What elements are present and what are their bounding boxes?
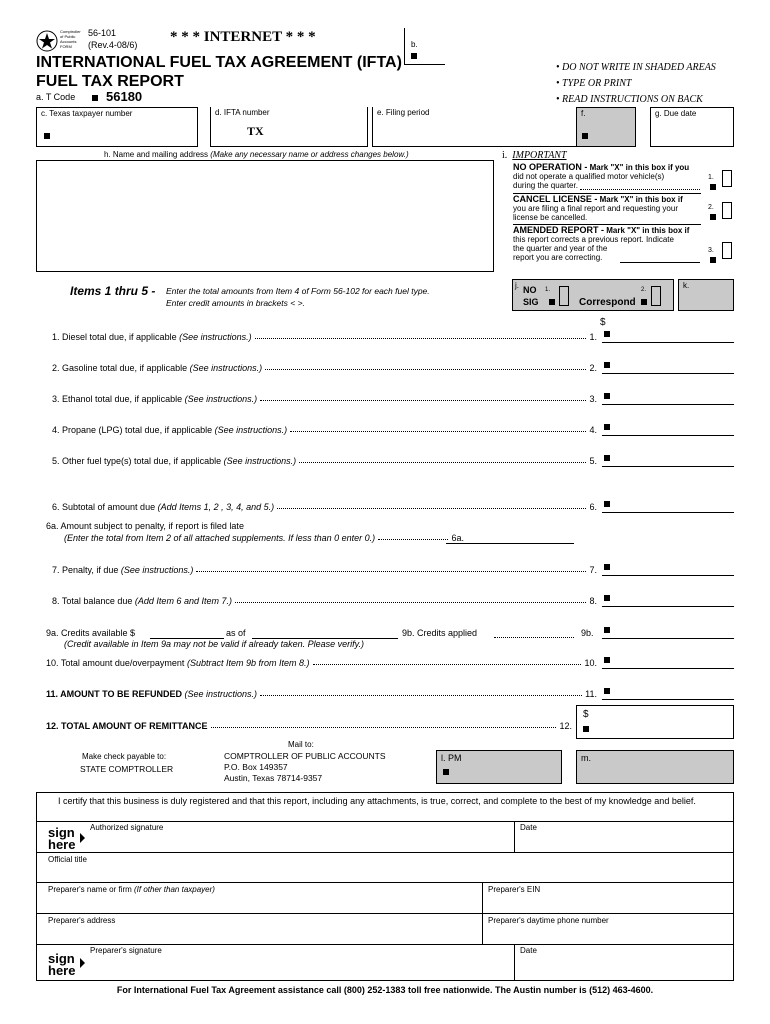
item-label-8: 8. Total balance due (52, 596, 133, 606)
item-input-10[interactable] (602, 668, 734, 669)
item-note-6a: (Enter the total from Item 2 of all attached supplements. If less than 0 enter 0.) (64, 533, 376, 543)
item-note-5: (See instructions.) (223, 456, 297, 466)
sign-here-2: sign here (48, 951, 76, 978)
item-note-8: (Add Item 6 and Item 7.) (134, 596, 232, 606)
item-row-1 (52, 332, 597, 342)
item-row-10 (46, 658, 597, 668)
payable-label: Make check payable to: (82, 752, 167, 761)
cancel-license-block: CANCEL LICENSE - Mark "X" in this box if you are filing a final report and requesting your license be cancelled. (513, 194, 683, 222)
t-code-label: a. T Code (36, 92, 76, 102)
sign-date-label-1: Date (520, 823, 537, 832)
box-b (404, 28, 445, 65)
item-input-8[interactable] (602, 606, 734, 607)
notice-instructions: • READ INSTRUCTIONS ON BACK (556, 94, 703, 105)
cancel-license-checkbox[interactable] (722, 202, 732, 219)
item-marker-10 (604, 657, 610, 663)
internet-banner: * * * INTERNET * * * (170, 29, 316, 45)
agency-seal (36, 30, 58, 52)
box-b-label: b. (411, 40, 418, 49)
correspond-checkbox[interactable] (651, 286, 661, 306)
item-input-7[interactable] (602, 575, 734, 576)
item-input-5[interactable] (602, 466, 734, 467)
item-num-1: 1. (589, 332, 597, 342)
preparer-address-label: Preparer's address (48, 916, 116, 925)
preparer-name-label: Preparer's name or firm (If other than taxpayer) (48, 885, 215, 894)
form-subtitle: FUEL TAX REPORT (36, 73, 184, 90)
sign-arrow-2-icon (80, 958, 85, 968)
item-marker-7 (604, 564, 610, 570)
item-note-10: (Subtract Item 9b from Item 8.) (186, 658, 310, 668)
item-row-5 (52, 456, 597, 466)
cancel-license-marker (710, 214, 716, 220)
item-input-9b[interactable] (602, 638, 734, 639)
sign-arrow-1-icon (80, 833, 85, 843)
important-heading: i. IMPORTANT (502, 150, 567, 161)
item-note-3: (See instructions.) (184, 394, 258, 404)
item-num-10: 10. (584, 658, 597, 668)
address-label: h. Name and mailing address (Make any necessary name or address changes below.) (104, 150, 409, 159)
cancel-license-num: 2. (708, 204, 714, 211)
items-instruction-1: Enter the total amounts from Item 4 of Form 56-102 for each fuel type. (166, 286, 430, 296)
mail-to-label: Mail to: (288, 740, 314, 749)
item-label-9a: 9a. Credits available $ (46, 628, 136, 638)
official-title-rule (36, 852, 734, 853)
notice-type: • TYPE OR PRINT (556, 78, 632, 89)
sign-here-1: sign here (48, 825, 76, 852)
preparer-phone-field[interactable] (486, 925, 730, 941)
box-l-marker (443, 769, 449, 775)
item-row-6 (52, 502, 597, 512)
item-row-8 (52, 596, 597, 606)
box-k-label: k. (683, 281, 690, 290)
star-seal-icon (36, 30, 58, 52)
form-revision: (Rev.4-08/6) (88, 40, 138, 50)
t-code-value: 56180 (106, 89, 143, 104)
item-label-5: 5. Other fuel type(s) total due, if applicable (52, 456, 222, 466)
sign-date-label-2: Date (520, 946, 537, 955)
item-marker-11 (604, 688, 610, 694)
item-row-11 (46, 689, 597, 699)
remittance-marker (583, 726, 589, 732)
item-label-9b: 9b. Credits applied (402, 628, 478, 638)
box-f (576, 107, 636, 147)
item-as-of: as of (226, 628, 246, 638)
remittance-dollar-sign: $ (583, 709, 589, 720)
item-num-4: 4. (589, 425, 597, 435)
item-input-3[interactable] (602, 404, 734, 405)
box-k (678, 279, 734, 311)
amended-report-checkbox[interactable] (722, 242, 732, 259)
item-marker-8 (604, 595, 610, 601)
filing-period-field[interactable] (372, 107, 576, 147)
item-note-1: (See instructions.) (179, 332, 252, 342)
form-number: 56-101 (88, 28, 117, 38)
item-row-6a (64, 533, 464, 543)
ifta-number-field[interactable] (210, 107, 368, 147)
amended-quarter-field[interactable] (620, 262, 700, 263)
box-l-label: l. PM (441, 753, 462, 763)
item-label-10: 10. Total amount due/overpayment (46, 658, 185, 668)
no-sig-checkbox[interactable] (559, 286, 569, 306)
items-instruction-2: Enter credit amounts in brackets < >. (166, 298, 305, 308)
amended-report-marker (710, 257, 716, 263)
item-label-11: 11. AMOUNT TO BE REFUNDED (46, 689, 183, 699)
box-l-pm (436, 750, 562, 784)
item-input-1[interactable] (602, 342, 734, 343)
item-num-11: 11. (585, 689, 597, 699)
item-note-6: (Add Items 1, 2 , 3, 4, and 5.) (157, 502, 275, 512)
item-label-7: 7. Penalty, if due (52, 565, 119, 575)
item-label-6a: 6a. Amount subject to penalty, if report is filed late (46, 521, 244, 531)
preparer-ein-label: Preparer's EIN (488, 885, 541, 894)
sign-date-field-2[interactable] (516, 955, 734, 979)
mail-address-3: Austin, Texas 78714-9357 (224, 773, 323, 783)
preparer-ein-field[interactable] (486, 894, 730, 910)
notice-shaded: • DO NOT WRITE IN SHADED AREAS (556, 62, 716, 73)
item-marker-9b (604, 627, 610, 633)
box-j-label: j. (515, 281, 519, 290)
authorized-signature-field[interactable] (88, 822, 512, 850)
item-row-12 (46, 721, 572, 731)
agency-logo-text: Comptroller of Public Accounts FORM (60, 29, 81, 49)
sign-date-divider-1 (514, 821, 515, 852)
item-input-2[interactable] (602, 373, 734, 374)
no-operation-marker (710, 184, 716, 190)
item-label-1: 1. Diesel total due, if applicable (52, 332, 177, 342)
correspond-label: Correspond (579, 297, 636, 308)
t-code (36, 92, 75, 102)
box-m-label: m. (581, 753, 591, 763)
payable-to: STATE COMPTROLLER (80, 764, 174, 774)
taxpayer-number-marker (44, 133, 50, 139)
item-num-12: 12. (559, 721, 572, 731)
amended-report-num: 3. (708, 247, 714, 254)
box-j (512, 279, 674, 311)
item-input-6a[interactable] (446, 543, 574, 544)
taxpayer-number-label: c. Texas taxpayer number (41, 109, 133, 118)
item-label-4: 4. Propane (LPG) total due, if applicable (52, 425, 213, 435)
sign-date-field-1[interactable] (516, 822, 734, 850)
item-input-11[interactable] (602, 699, 734, 700)
item-label-2: 2. Gasoline total due, if applicable (52, 363, 188, 373)
no-sig-label: NO SIG (523, 285, 539, 307)
item-num-3: 3. (589, 394, 597, 404)
no-operation-checkbox[interactable] (722, 170, 732, 187)
preparer-signature-label: Preparer's signature (90, 946, 162, 955)
box-b-marker (411, 53, 417, 59)
notice-list (556, 60, 716, 108)
official-title-label: Official title (48, 855, 87, 864)
mail-address-2: P.O. Box 149357 (224, 762, 288, 772)
filing-period-label: e. Filing period (377, 108, 430, 117)
certify-text: I certify that this business is duly registered and that this report, including any attachments, is true, correct, and complete to the best of my knowledge and belief. (58, 796, 696, 806)
dollar-sign: $ (600, 317, 606, 328)
remittance-field[interactable] (576, 705, 734, 739)
item-input-6[interactable] (602, 512, 734, 513)
name-address-field[interactable] (36, 160, 494, 272)
item-marker-1 (604, 331, 610, 337)
item-input-4[interactable] (602, 435, 734, 436)
box-f-marker (582, 133, 588, 139)
preparer-signature-field[interactable] (88, 955, 512, 979)
item-label-3: 3. Ethanol total due, if applicable (52, 394, 183, 404)
assistance-footer: For International Fuel Tax Agreement assistance call (800) 252-1383 toll free nationwide. The Austin number is (512) 463-4600. (116, 985, 654, 995)
correspond-marker (641, 299, 647, 305)
ifta-number-label: d. IFTA number (215, 108, 270, 117)
item-label-12: 12. TOTAL AMOUNT OF REMITTANCE (46, 721, 208, 731)
item-num-2: 2. (589, 363, 597, 373)
preparer-name-field[interactable] (40, 894, 480, 910)
item-row-7 (52, 565, 597, 575)
item-note-4: (See instructions.) (214, 425, 288, 435)
item-label-6: 6. Subtotal of amount due (52, 502, 156, 512)
no-operation-num: 1. (708, 174, 714, 181)
due-date-label: g. Due date (655, 109, 697, 118)
amended-report-block: AMENDED REPORT - Mark "X" in this box if this report corrects a previous report. Indicate the quarter and year of the report you are correcting. (513, 225, 690, 262)
item-marker-5 (604, 455, 610, 461)
item-num-6a: 6a. (451, 533, 464, 543)
preparer-address-rule (36, 913, 734, 914)
item-num-8: 8. (589, 596, 597, 606)
no-operation-block: NO OPERATION - Mark "X" in this box if you did not operate a qualified motor vehicle(s) during the quarter. (513, 162, 690, 190)
item-note-9: (Credit available in Item 9a may not be valid if already taken. Please verify.) (64, 639, 364, 649)
taxpayer-number-field[interactable] (36, 107, 198, 147)
item-row-2 (52, 363, 597, 373)
correspond-num: 2. (641, 287, 647, 293)
official-title-field[interactable] (40, 864, 730, 880)
item-marker-3 (604, 393, 610, 399)
item-row-4 (52, 425, 597, 435)
preparer-phone-label: Preparer's daytime phone number (488, 916, 609, 925)
item-row-3 (52, 394, 597, 404)
sign-date-divider-2 (514, 944, 515, 981)
item-marker-2 (604, 362, 610, 368)
preparer-name-rule (36, 882, 734, 883)
preparer-address-field[interactable] (40, 925, 480, 941)
authorized-signature-label: Authorized signature (90, 823, 164, 832)
item-note-7: (See instructions.) (120, 565, 194, 575)
item-note-2: (See instructions.) (189, 363, 263, 373)
credits-applied-leader (494, 637, 574, 638)
box-f-label: f. (581, 109, 586, 118)
form-title: INTERNATIONAL FUEL TAX AGREEMENT (IFTA) (36, 54, 402, 71)
items-title: Items 1 thru 5 - (70, 284, 156, 298)
no-sig-num: 1. (545, 287, 551, 293)
item-marker-4 (604, 424, 610, 430)
due-date-field[interactable] (650, 107, 734, 147)
box-m (576, 750, 734, 784)
item-num-9b: 9b. (581, 628, 594, 638)
no-sig-marker (549, 299, 555, 305)
t-code-marker (92, 95, 98, 101)
no-operation-leader (580, 189, 700, 190)
preparer-signature-rule (36, 944, 734, 945)
item-note-11: (See instructions.) (184, 689, 258, 699)
item-marker-6 (604, 501, 610, 507)
ifta-number-value: TX (247, 124, 264, 138)
item-num-7: 7. (589, 565, 597, 575)
mail-address-1: COMPTROLLER OF PUBLIC ACCOUNTS (224, 751, 386, 761)
item-num-6: 6. (589, 502, 597, 512)
item-num-5: 5. (589, 456, 597, 466)
